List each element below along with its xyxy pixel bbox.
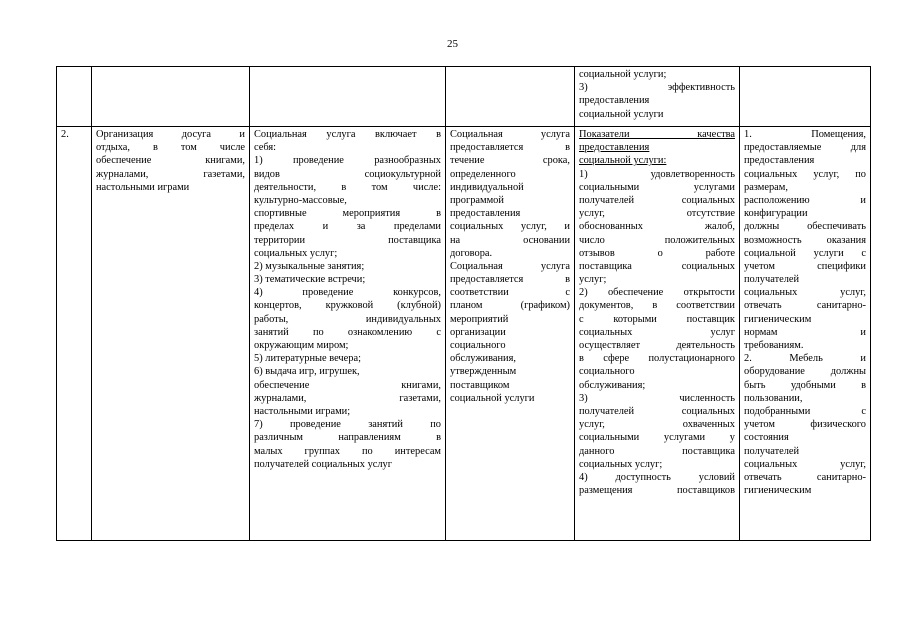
text-line: деятельности, в том числе: <box>254 181 441 193</box>
text-line: журналами, газетами, <box>96 168 245 180</box>
continuation-row <box>57 67 871 127</box>
text-line: Социальная услуга <box>450 129 570 140</box>
service-description-cell <box>250 127 446 541</box>
text-line: обслуживания; <box>579 379 646 391</box>
text-line: 4) доступность условий <box>579 471 735 483</box>
text-line: социального <box>450 340 506 351</box>
text-line: состояния <box>744 432 789 444</box>
text-line: учетом физического <box>744 419 866 431</box>
text-line: журналами, газетами, <box>254 392 441 404</box>
text-line: гигиеническим <box>744 313 812 325</box>
text-line: документов, в соответствии <box>579 300 735 312</box>
text-line: Социальная услуга <box>450 260 570 272</box>
text-line: на основании <box>450 234 570 246</box>
text-line: соответствии с <box>450 287 570 299</box>
text-line: размещения поставщиков <box>579 485 735 497</box>
text-line: 1) удовлетворенность <box>579 168 735 180</box>
text-line: договора. <box>450 247 493 259</box>
text-line: получателей социальных <box>579 405 735 417</box>
text-line: услуг, охваченных <box>579 419 735 431</box>
text-line: себя: <box>254 142 277 154</box>
text-line: планом (графиком) <box>450 300 570 312</box>
text-line: учетом специфики <box>744 260 866 272</box>
text-line: размерам, <box>744 181 788 193</box>
text-line: предоставляется в <box>450 274 570 286</box>
text-line: Показатели качества <box>579 129 735 140</box>
text-line: данного поставщика <box>579 445 735 457</box>
text-line: подобранными с <box>744 405 866 417</box>
text-line: индивидуальной <box>450 181 524 193</box>
text-line: конфигурации <box>744 208 808 220</box>
text-line: пользовании, <box>744 392 803 404</box>
cont-cell-quality <box>575 67 740 127</box>
service-timing-cell <box>446 127 575 541</box>
text-line: услуг, отсутствие <box>579 208 735 220</box>
conditions-cell <box>740 127 871 541</box>
cont-cell-description <box>250 67 446 127</box>
text-line: утвержденным <box>450 366 517 378</box>
text-line: 2) обеспечение открытости <box>579 287 735 299</box>
text-line: организации <box>450 326 506 338</box>
text-line: социальных услуг; <box>579 458 663 470</box>
text-line: 1) проведение разнообразных <box>254 155 441 167</box>
text-line: окружающим миром; <box>254 340 349 351</box>
text-line: отзывов о работе <box>579 247 735 259</box>
page-number: 25 <box>447 38 458 50</box>
text-line: предоставляется в <box>450 142 570 154</box>
text-line: требованиям. <box>744 340 804 351</box>
text-line: возможность оказания <box>744 234 866 246</box>
text-line: услуг; <box>579 274 607 286</box>
text-line: предоставления <box>450 208 521 220</box>
text-line: социального <box>579 366 635 378</box>
text-line: программой <box>450 194 504 206</box>
text-line: 4) проведение конкурсов, <box>254 287 441 299</box>
text-line: пределах и за пределами <box>254 221 441 233</box>
text-line: Организация досуга и <box>96 129 245 140</box>
text-line: расположению и <box>744 194 866 206</box>
text-line: 6) выдача игр, игрушек, <box>254 366 360 378</box>
text-line: социальной услуги; <box>579 69 667 80</box>
text-line: социальных услуг <box>579 326 735 338</box>
text-line: различным направлениям в <box>254 432 441 444</box>
cont-cell-service <box>92 67 250 127</box>
text-line: 3) численность <box>579 392 735 404</box>
text-line: социальной услуги с <box>744 247 866 259</box>
text-line: обеспечение книгами, <box>254 379 441 391</box>
text-line: спортивные мероприятия в <box>254 208 441 220</box>
text-line: предоставления <box>579 142 650 154</box>
text-line: отвечать санитарно- <box>744 471 866 483</box>
text-line: 1. Помещения, <box>744 129 866 140</box>
text-line: социальной услуги <box>579 108 664 120</box>
quality-indicators-cell <box>575 127 740 541</box>
services-table <box>56 66 871 541</box>
text-line: социальных услуг; <box>254 247 338 259</box>
text-line: социальных услуг, <box>744 458 866 470</box>
text-line: в сфере полустационарного <box>579 353 735 365</box>
text-line: социальными услугами у <box>579 432 735 444</box>
text-line: поставщика социальных <box>579 260 735 272</box>
row-number-text: 2. <box>61 129 69 140</box>
text-line: 5) литературные вечера; <box>254 353 361 365</box>
service-name-cell <box>92 127 250 541</box>
text-line: настольными играми <box>96 181 190 193</box>
text-line: отдыха, в том числе <box>96 142 245 154</box>
text-line: определенного <box>450 168 516 180</box>
cont-cell-number <box>57 67 92 127</box>
text-line: предоставляемые для <box>744 142 866 154</box>
text-line: быть удобными в <box>744 379 866 391</box>
text-line: 2) музыкальные занятия; <box>254 260 365 272</box>
text-line: обеспечение книгами, <box>96 155 245 167</box>
text-line: число положительных <box>579 234 735 246</box>
text-line: обоснованных жалоб, <box>579 221 735 233</box>
text-line: Социальная услуга включает в <box>254 129 441 140</box>
text-line: гигиеническим <box>744 485 812 497</box>
text-line: отвечать санитарно- <box>744 300 866 312</box>
text-line: получателей социальных <box>579 194 735 206</box>
text-line: социальных услуг, и <box>450 221 570 233</box>
text-line: осуществляет деятельность <box>579 340 735 351</box>
cont-cell-timing <box>446 67 575 127</box>
text-line: социальной услуги <box>450 392 535 404</box>
text-line: социальных услуг, <box>744 287 866 299</box>
text-line: малых группах по интересам <box>254 445 441 457</box>
text-line: нормам и <box>744 326 866 338</box>
table-row <box>57 127 871 541</box>
text-line: 3) тематические встречи; <box>254 274 366 286</box>
text-line: видов социокультурной <box>254 168 441 180</box>
row-number <box>57 127 92 541</box>
text-line: 7) проведение занятий по <box>254 419 441 431</box>
text-line: получателей <box>744 274 800 286</box>
text-line: настольными играми; <box>254 405 351 417</box>
text-line: социальных услуг, по <box>744 168 866 180</box>
text-line: концертов, кружковой (клубной) <box>254 300 441 312</box>
text-line: работы, индивидуальных <box>254 313 441 325</box>
text-line: должны обеспечивать <box>744 221 866 233</box>
text-line: предоставления <box>579 95 650 107</box>
text-line: 2. Мебель и <box>744 353 866 365</box>
text-line: с которыми поставщик <box>579 313 735 325</box>
text-line: 3) эффективность <box>579 82 735 94</box>
text-line: оборудование должны <box>744 366 866 378</box>
cont-cell-conditions <box>740 67 871 127</box>
text-line: территории поставщика <box>254 234 441 246</box>
text-line: поставщиком <box>450 379 510 391</box>
text-line: течение срока, <box>450 155 570 167</box>
text-line: обслуживания, <box>450 353 516 365</box>
text-line: занятий по ознакомлению с <box>254 326 441 338</box>
text-line: получателей социальных услуг <box>254 458 393 470</box>
text-line: мероприятий <box>450 313 509 325</box>
text-line: получателей <box>744 445 800 457</box>
text-line: предоставления <box>744 155 815 167</box>
text-line: культурно-массовые, <box>254 194 347 206</box>
text-line: социальной услуги: <box>579 155 667 167</box>
text-line: социальными услугами <box>579 181 735 193</box>
